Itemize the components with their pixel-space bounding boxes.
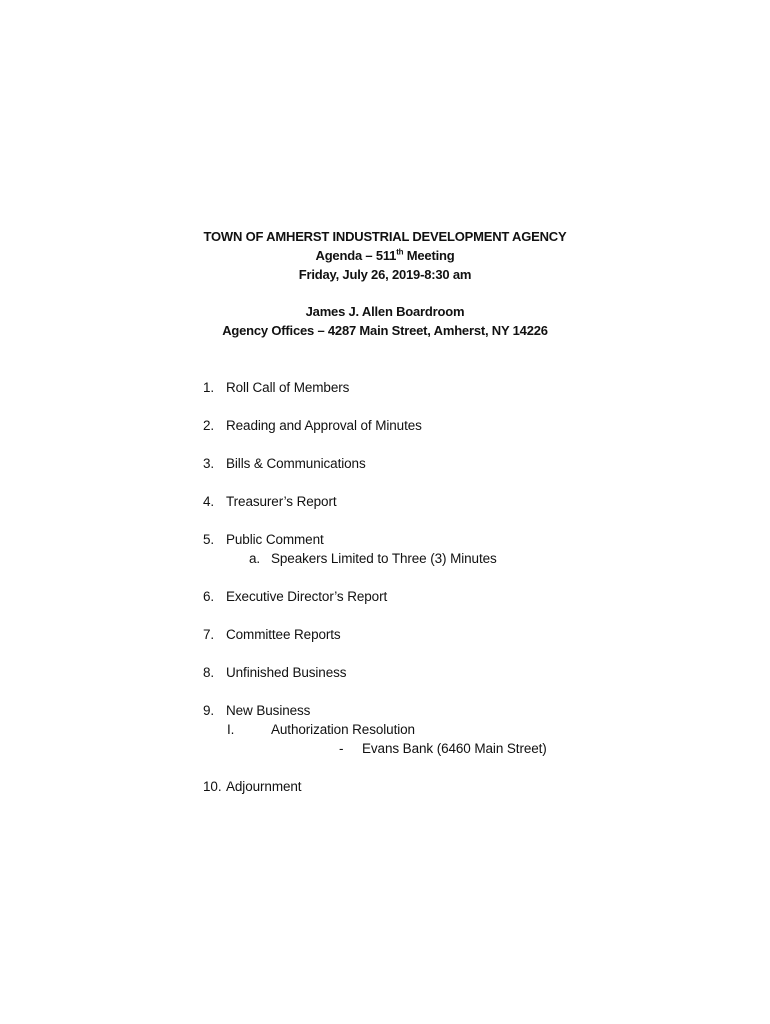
agenda-item-label: Treasurer’s Report xyxy=(226,494,337,509)
agenda-item-label: Committee Reports xyxy=(226,627,341,642)
agenda-subitem xyxy=(203,720,623,739)
agenda-subsubitem xyxy=(203,739,623,758)
agenda-item-label: Adjournment xyxy=(226,779,302,794)
agenda-item xyxy=(203,777,623,796)
agenda-item-number: 4. xyxy=(203,494,215,509)
agenda-item-label: Unfinished Business xyxy=(226,665,347,680)
meeting-title-suffix: Meeting xyxy=(403,248,455,263)
agenda-item-number: 5. xyxy=(203,532,215,547)
agenda-subitem-text: Speakers Limited to Three (3) Minutes xyxy=(271,551,497,566)
agenda-list xyxy=(203,378,623,815)
agenda-item xyxy=(203,378,623,397)
agenda-item-group xyxy=(203,701,623,758)
agenda-subitem xyxy=(203,549,623,568)
meeting-title xyxy=(0,246,770,265)
agenda-item-number: 2. xyxy=(203,418,215,433)
agenda-item xyxy=(203,663,623,682)
agenda-item-number: 9. xyxy=(203,703,215,718)
agenda-item-label: New Business xyxy=(226,703,311,718)
meeting-address: Agency Offices – 4287 Main Street, Amherst, NY 14226 xyxy=(222,323,548,338)
agenda-item-number: 7. xyxy=(203,627,215,642)
agenda-item xyxy=(203,701,623,720)
agenda-subitem-marker: I. xyxy=(227,722,235,737)
agenda-subsubitem-marker: - xyxy=(339,741,344,756)
agenda-item xyxy=(203,454,623,473)
agenda-item-label: Executive Director’s Report xyxy=(226,589,388,604)
agenda-item xyxy=(203,625,623,644)
agenda-subitem-text: Authorization Resolution xyxy=(271,722,415,737)
organization-title: TOWN OF AMHERST INDUSTRIAL DEVELOPMENT AGENCY xyxy=(203,229,567,244)
agenda-item-label: Reading and Approval of Minutes xyxy=(226,418,422,433)
agenda-item xyxy=(203,492,623,511)
agenda-subitem-marker: a. xyxy=(249,551,261,566)
agenda-item-label: Bills & Communications xyxy=(226,456,366,471)
agenda-item xyxy=(203,416,623,435)
agenda-item-label: Roll Call of Members xyxy=(226,380,350,395)
agenda-item-number: 1. xyxy=(203,380,215,395)
agenda-item-number: 10. xyxy=(203,779,222,794)
meeting-date: Friday, July 26, 2019-8:30 am xyxy=(298,267,472,282)
agenda-subsubitem-text: Evans Bank (6460 Main Street) xyxy=(362,741,547,756)
agenda-item-number: 6. xyxy=(203,589,215,604)
agenda-item-number: 8. xyxy=(203,665,215,680)
agenda-item-number: 3. xyxy=(203,456,215,471)
agenda-item xyxy=(203,530,623,549)
meeting-title-ordinal: th xyxy=(396,247,404,257)
meeting-room: James J. Allen Boardroom xyxy=(305,304,465,319)
meeting-location xyxy=(0,302,770,340)
agenda-header xyxy=(0,227,770,284)
meeting-title-prefix: Agenda – 511 xyxy=(315,248,397,263)
agenda-item xyxy=(203,587,623,606)
agenda-item-label: Public Comment xyxy=(226,532,324,547)
agenda-item-group xyxy=(203,530,623,568)
